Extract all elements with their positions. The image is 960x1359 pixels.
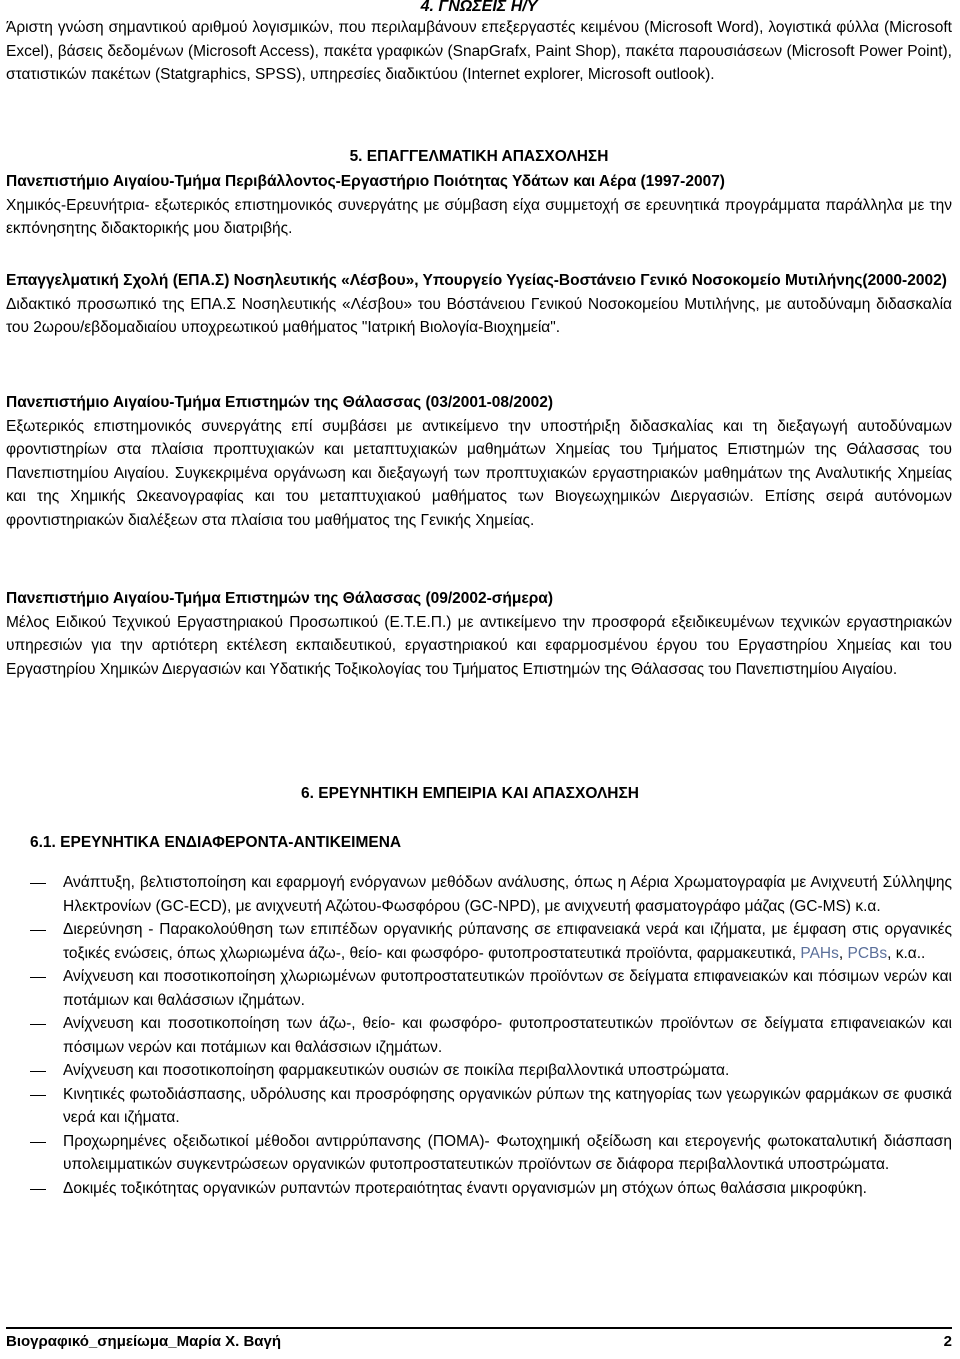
employment-entry bbox=[6, 391, 952, 532]
highlight-pahs: PAHs bbox=[800, 944, 839, 962]
document-page bbox=[6, 0, 952, 1359]
employment-heading: Πανεπιστήμιο Αιγαίου-Τμήμα Περιβάλλοντος-Εργαστήριο Ποιότητας Υδάτων και Αέρα (1997-2007) bbox=[6, 173, 725, 190]
list-item: Ανίχνευση και ποσοτικοποίηση των άζω-, θείο- και φωσφόρο- φυτοπροστατευτικών προϊόντων σε δείγματα επιφανειακών και πόσιμων νερών και ποτάμιων και θαλάσσιων ιζημάτων. bbox=[63, 1015, 952, 1056]
list-item: Προχωρημένες οξειδωτικοί μέθοδοι αντιρρύπανσης (ΠΟΜΑ)- Φωτοχημική οξείδωση και ετερογενής φωτοκαταλυτική διάσπαση υπολειμματικών συγκεντρώσεων οργανικών φυτοπροστατευτικών προϊόντων σε διάφορα περιβαλλοντικά υποστρώματα. bbox=[63, 1132, 952, 1173]
research-interests-list bbox=[6, 871, 952, 1200]
list-item: Κινητικές φωτοδιάσπασης, υδρόλυσης και προσρόφησης οργανικών ρύπων της κατηγορίας των γεωργικών φαρμάκων σε φυσικά νερά και ιζήματα. bbox=[63, 1085, 952, 1126]
section-4-text: Άριστη γνώση σημαντικού αριθμού λογισμικών, που περιλαμβάνουν επεξεργαστές κειμένου (Microsoft Word), λογιστικά φύλλα (Microsoft Excel), βάσεις δεδομένων (Microsoft Access), πακέτα γραφικών (SnapGrafx, Paint Shop), πακέτα παρουσιάσεων (Microsoft Power Point), στατιστικών πακέτων (Statgraphics, SPSS), υπηρεσίες διαδικτύου (Internet explorer, Microsoft outlook). bbox=[6, 19, 952, 83]
list-item: Διερεύνηση - Παρακολούθηση των επιπέδων οργανικής ρύπανσης σε επιφανειακά νερά και ιζήματα, με έμφαση στις οργανικές τοξικές ενώσεις, όπως χλωριωμένα άζω-, θείο- και φωσφόρο- φυτοπροστατευτικά προϊόντα, φαρμακευτικά, PAHs, PCBs, κ.α.. bbox=[63, 921, 952, 962]
employment-text: Μέλος Ειδικού Τεχνικού Εργαστηριακού Προσωπικού (Ε.Τ.Ε.Π.) με αντικείμενο την προσφορά εξειδικευμένων τεχνικών εργαστηριακών υπηρεσιών για την αρτιότερη εκτέλεση εκπαιδευτικού, εργαστηριακού και εφαρμοσμένου έργου του Εργαστηρίου Χημείας και του Εργαστηρίου Χημικών Διεργασιών και Υδατικής Τοξικολογίας του Τμήματος Επιστημών της Θάλασσας του Πανεπιστημίου Αιγαίου. bbox=[6, 613, 952, 678]
page-number: 2 bbox=[943, 1333, 952, 1350]
section-6-1-subtitle: 6.1. ΕΡΕΥΝΗΤΙΚΑ ΕΝΔΙΑΦΕΡΟΝΤΑ-ΑΝΤΙΚΕΙΜΕΝΑ bbox=[30, 834, 402, 851]
list-item: Ανίχνευση και ποσοτικοποίηση χλωριωμένων φυτοπροστατευτικών προϊόντων σε δείγματα επιφανειακών και πόσιμων νερών και ποτάμιων και θαλάσσιων ιζημάτων. bbox=[63, 968, 952, 1009]
employment-entry bbox=[6, 269, 952, 340]
section-5-title: 5. ΕΠΑΓΓΕΛΜΑΤΙΚΗ ΑΠΑΣΧΟΛΗΣΗ bbox=[349, 148, 609, 165]
list-item: Δοκιμές τοξικότητας οργανικών ρυπαντών προτεραιότητας έναντι οργανισμών μη στόχων όπως θαλάσσια μικροφύκη. bbox=[63, 1179, 867, 1197]
list-item: Ανάπτυξη, βελτιστοποίηση και εφαρμογή ενόργανων μεθόδων ανάλυσης, όπως η Αέρια Χρωματογραφία με Ανιχνευτή Σύλληψης Ηλεκτρονίων (GC-ECD), με ανιχνευτή Αζώτου-Φωσφόρου (GC-NPD), με ανιχνευτή φασματογράφο μάζας (GC-MS) κ.α. bbox=[63, 874, 952, 915]
employment-heading: Επαγγελματική Σχολή (ΕΠΑ.Σ) Νοσηλευτικής «Λέσβου», Υπουργείο Υγείας-Βοστάνειο Γενικό Νοσοκομείο Μυτιλήνης(2000-2002) bbox=[6, 272, 947, 289]
section-4-title: 4. ΓΝΩΣΕΙΣ Η/Υ bbox=[420, 0, 538, 15]
section-6-title: 6. ΕΡΕΥΝΗΤΙΚΗ ΕΜΠΕΙΡΙΑ ΚΑΙ ΑΠΑΣΧΟΛΗΣΗ bbox=[301, 785, 639, 802]
highlight-pcbs: PCBs bbox=[847, 944, 888, 962]
list-item: Ανίχνευση και ποσοτικοποίηση φαρμακευτικών ουσιών σε ποικίλα περιβαλλοντικά υποστρώματα. bbox=[63, 1062, 730, 1079]
employment-entry bbox=[6, 170, 952, 241]
page-footer bbox=[6, 1327, 952, 1350]
footer-author: Βιογραφικό_σημείωμα_Μαρία Χ. Βαγή bbox=[6, 1333, 282, 1350]
employment-heading: Πανεπιστήμιο Αιγαίου-Τμήμα Επιστημών της Θάλασσας (03/2001-08/2002) bbox=[6, 394, 553, 411]
employment-entry bbox=[6, 587, 952, 681]
employment-text: Εξωτερικός επιστημονικός συνεργάτης επί συμβάσει με αντικείμενο την υποστήριξη διδασκαλίας και τη διεξαγωγή αυτοδύναμων φροντιστηρίων στα πλαίσια προπτυχιακών και μεταπτυχιακών μαθημάτων Χημείας του Τμήματος Επιστημών της Θάλασσας του Πανεπιστημίου Αιγαίου. Συγκεκριμένα οργάνωση και διεξαγωγή των προπτυχιακών εργαστηριακών μαθημάτων της Αναλυτικής Χημείας και της Χημικής Ωκεανογραφίας και του μεταπτυχιακού μαθήματος των Βιογεωχημικών Διεργασιών. Επίσης σειρά αυτόνομων φροντιστηριακών διαλέξεων στα πλαίσια του μαθήματος της Γενικής Χημείας. bbox=[6, 417, 952, 529]
employment-heading: Πανεπιστήμιο Αιγαίου-Τμήμα Επιστημών της Θάλασσας (09/2002-σήμερα) bbox=[6, 590, 553, 607]
employment-text: Χημικός-Ερευνήτρια- εξωτερικός επιστημονικός συνεργάτης με σύμβαση είχα συμμετοχή σε ερευνητικά προγράμματα παράλληλα με την εκπόνησητης διδακτορικής μου διατριβής. bbox=[6, 196, 952, 237]
employment-text: Διδακτικό προσωπικό της ΕΠΑ.Σ Νοσηλευτικής «Λέσβου» του Βόστάνειου Γενικού Νοσοκομείου Μυτιλήνης, με αυτοδύναμη διδασκαλία του 2ωρου/εβδομαδιαίου υποχρεωτικού μαθήματος "Ιατρική Βιολογία-Βιοχημεία". bbox=[6, 295, 952, 336]
